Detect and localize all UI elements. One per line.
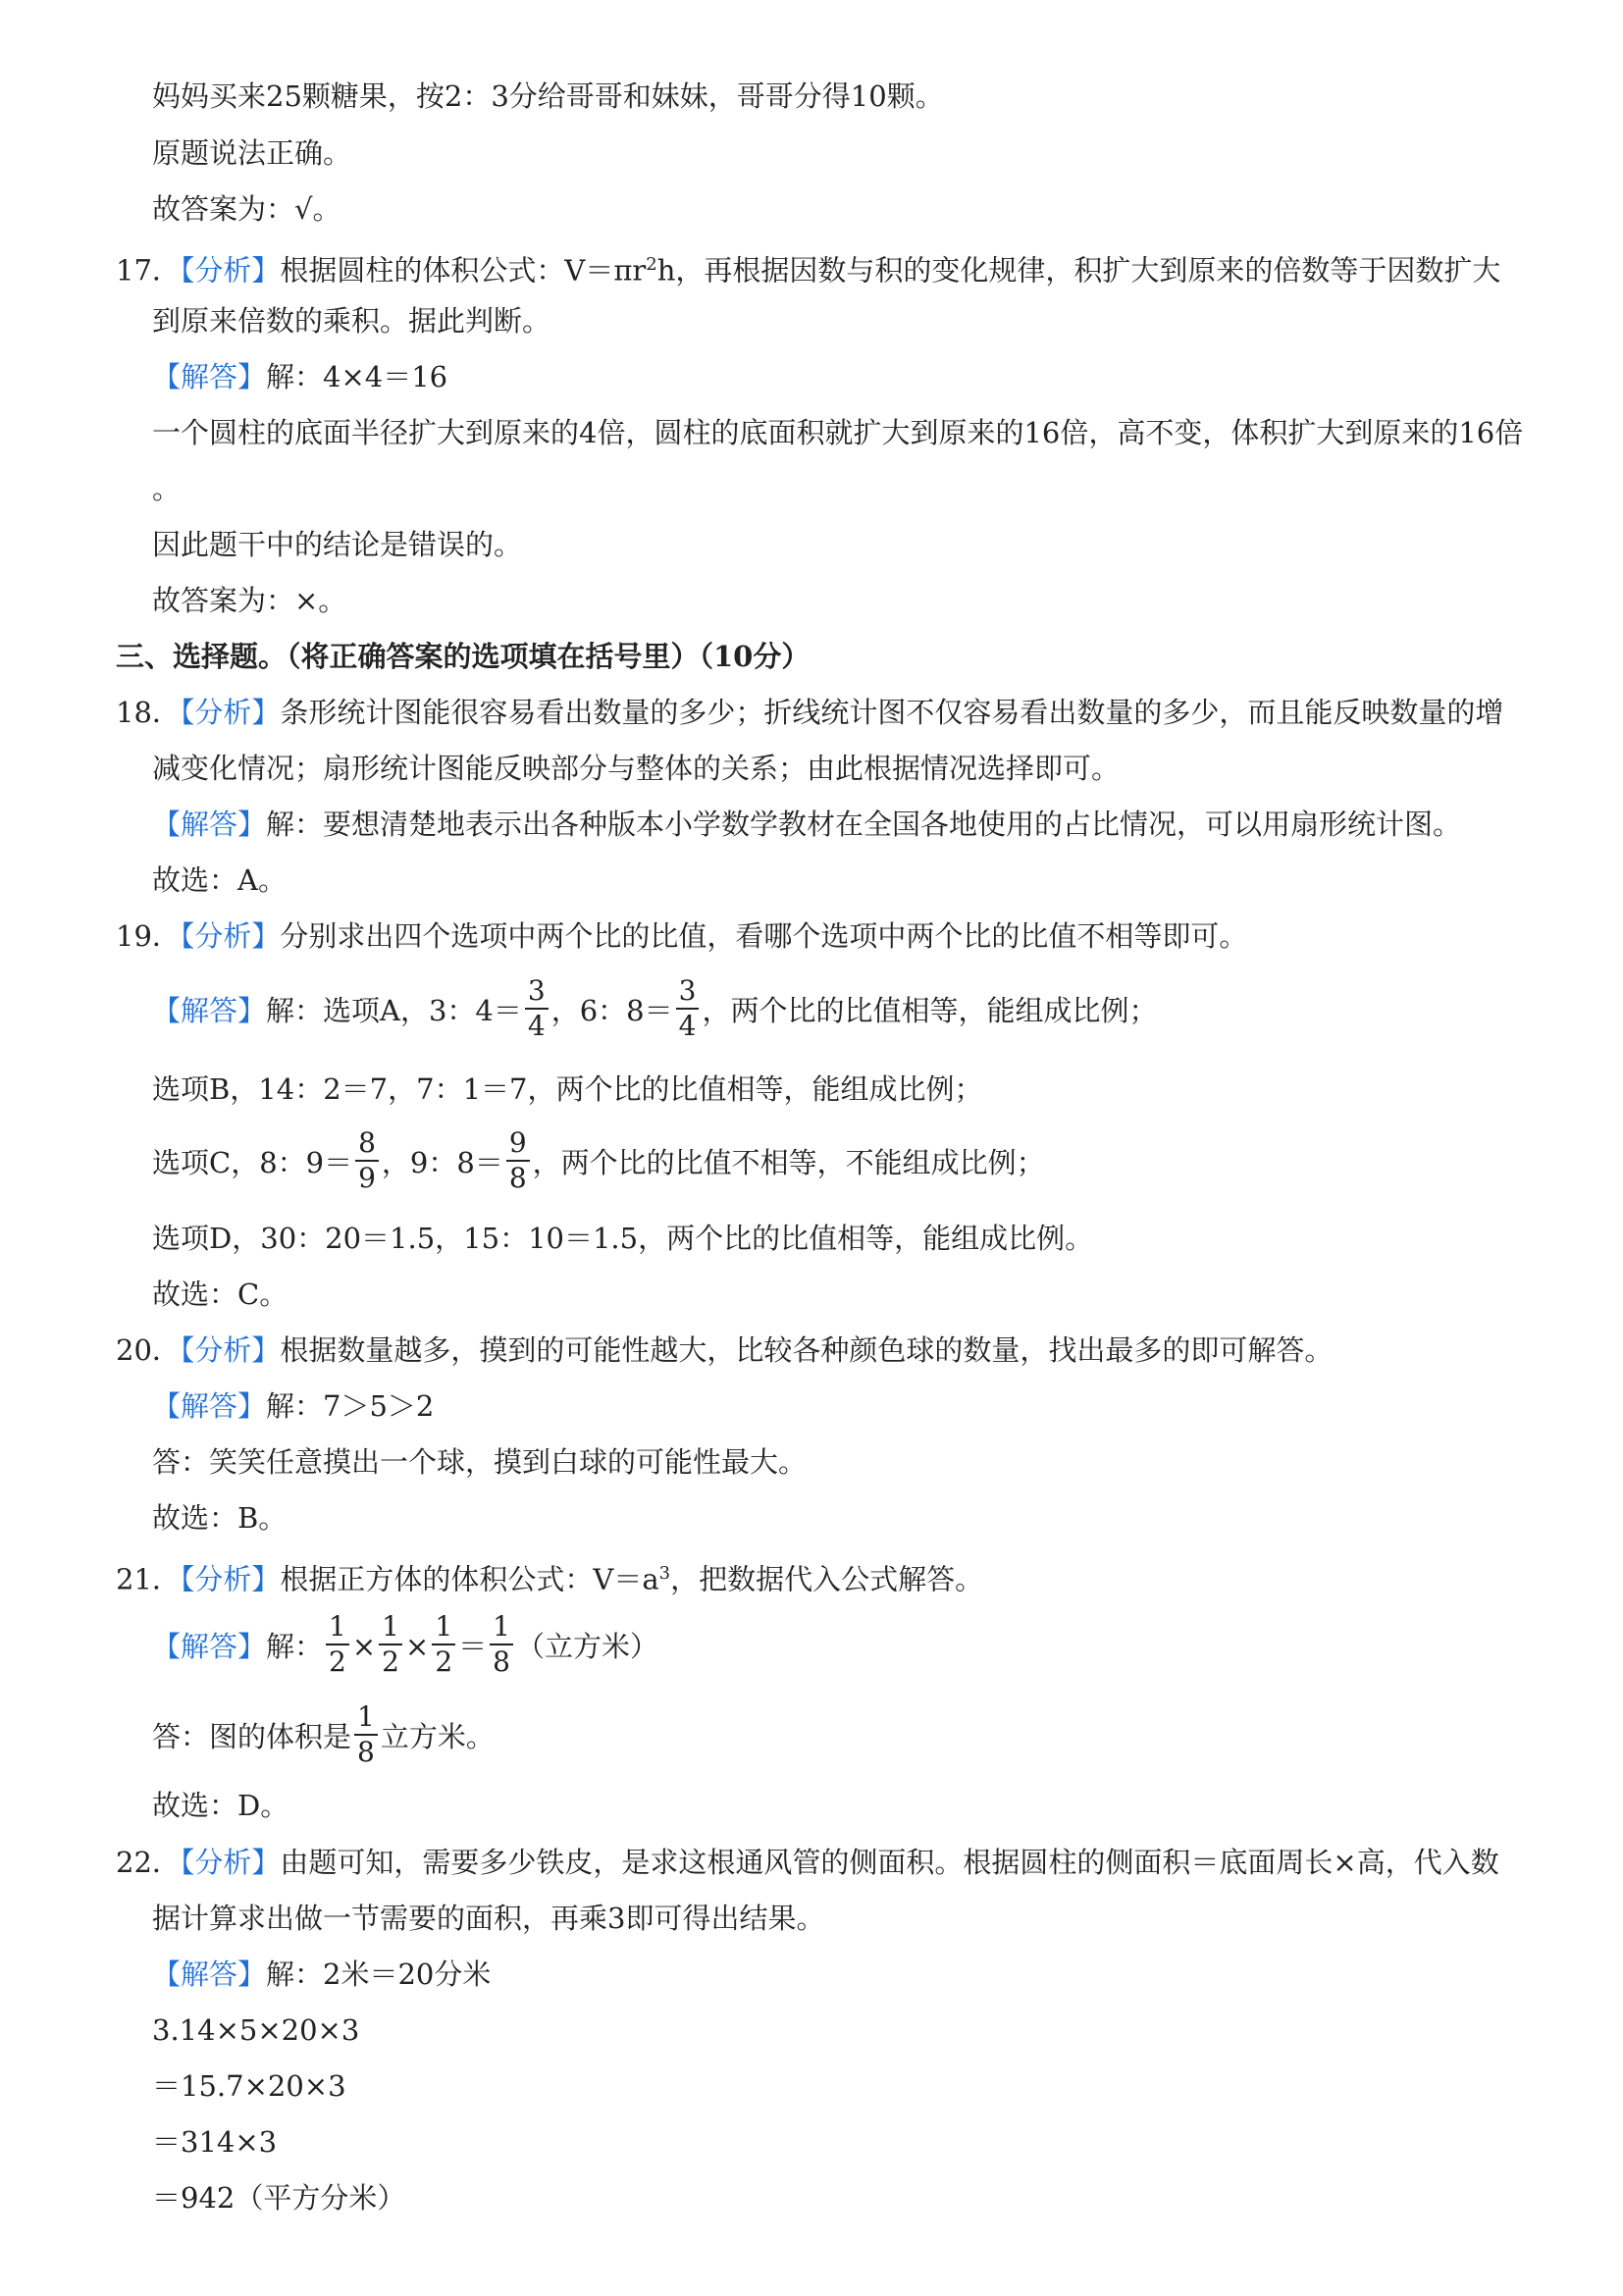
text: 答：笑笑任意摸出一个球，摸到白球的可能性最大。 <box>152 1445 808 1479</box>
text: 3.14×5×20×3 <box>152 2013 360 2047</box>
section-heading <box>116 637 810 676</box>
text-line <box>152 1442 807 1482</box>
question-number: 18． <box>116 696 181 729</box>
analysis-tag: 【分析】 <box>180 1333 281 1367</box>
denominator: 8 <box>508 1162 527 1194</box>
answer-line <box>152 581 346 620</box>
question-number: 21． <box>116 1562 181 1596</box>
calc-line <box>152 2010 359 2050</box>
text: 根据圆柱的体积公式：V＝πr <box>280 253 647 287</box>
text-line <box>152 1899 824 1938</box>
text: ，9：8＝ <box>381 1146 503 1179</box>
question-number: 19． <box>116 919 181 953</box>
fraction <box>490 1610 513 1679</box>
text: ＝15.7×20×3 <box>152 2069 346 2103</box>
text-line <box>152 301 550 340</box>
text: 根据正方体的体积公式：V＝a <box>280 1562 659 1596</box>
numerator: 1 <box>326 1610 349 1645</box>
text-line <box>152 1697 495 1776</box>
text: 减变化情况；扇形统计图能反映部分与整体的关系；由此根据情况选择即可。 <box>152 752 1121 785</box>
analysis-tag: 【分析】 <box>180 919 281 953</box>
text: 解：4×4＝16 <box>266 360 448 393</box>
text: 故选：C。 <box>152 1278 288 1311</box>
calc-line <box>152 2178 405 2218</box>
question-18-analysis <box>116 693 1503 732</box>
text: 解： <box>266 1630 324 1663</box>
text: 妈妈买来25颗糖果，按2：3分给哥哥和妹妹，哥哥分得10颗。 <box>152 79 944 113</box>
fraction <box>326 1610 349 1679</box>
solution-tag: 【解答】 <box>152 1389 267 1423</box>
operator: × <box>351 1630 377 1663</box>
analysis-tag: 【分析】 <box>180 696 281 729</box>
text: ＝942（平方分米） <box>152 2181 406 2215</box>
text: ，两个比的比值相等，能组成比例； <box>702 994 1158 1027</box>
solution-tag: 【解答】 <box>152 1630 267 1663</box>
question-19-solution <box>152 971 1157 1050</box>
text: ，把数据代入公式解答。 <box>670 1562 984 1596</box>
denominator: 2 <box>329 1645 346 1678</box>
question-17-analysis <box>116 245 1500 285</box>
text-line <box>152 413 1523 452</box>
text-line <box>152 133 351 173</box>
question-20-analysis <box>116 1331 1333 1370</box>
solution-tag: 【解答】 <box>152 1957 267 1991</box>
operator: × <box>405 1630 430 1663</box>
text-line <box>152 525 522 564</box>
text: 解：2米＝20分米 <box>266 1957 492 1991</box>
question-21-analysis <box>116 1554 984 1596</box>
text: ，两个比的比值不相等，不能组成比例； <box>532 1146 1045 1179</box>
solution-tag: 【解答】 <box>152 808 267 841</box>
numerator: 8 <box>355 1126 379 1162</box>
fraction <box>379 1610 402 1679</box>
question-number: 20． <box>116 1333 181 1367</box>
text-line <box>152 1219 1093 1258</box>
text: 条形统计图能很容易看出数量的多少；折线统计图不仅容易看出数量的多少，而且能反映数量的增 <box>280 696 1504 729</box>
fraction <box>355 1126 379 1195</box>
text: 故答案为：×。 <box>152 584 347 617</box>
denominator: 9 <box>358 1162 376 1194</box>
text: 立方米。 <box>380 1720 495 1753</box>
fraction <box>525 974 549 1043</box>
text: 原题说法正确。 <box>152 136 352 170</box>
question-number: 17． <box>116 253 181 287</box>
fraction <box>506 1126 530 1195</box>
question-22-analysis <box>116 1843 1499 1882</box>
fraction <box>432 1610 455 1679</box>
solution-tag: 【解答】 <box>152 360 267 393</box>
question-20-solution <box>152 1386 434 1426</box>
answer-line <box>152 1786 288 1825</box>
superscript: 2 <box>646 254 657 275</box>
question-17-solution <box>152 357 447 396</box>
text: 据计算求出做一节需要的面积，再乘3即可得出结果。 <box>152 1902 825 1935</box>
operator: ＝ <box>458 1630 488 1663</box>
denominator: 4 <box>527 1010 546 1042</box>
text: 到原来倍数的乘积。据此判断。 <box>152 304 551 338</box>
unit: （立方米） <box>515 1630 658 1663</box>
text: 根据数量越多，摸到的可能性越大，比较各种颜色球的数量，找出最多的即可解答。 <box>280 1333 1334 1367</box>
solution-tag: 【解答】 <box>152 994 267 1027</box>
calc-line <box>152 2122 277 2162</box>
numerator: 1 <box>490 1610 513 1645</box>
section-title: 三、选择题。（将正确答案的选项填在括号里）（10分） <box>116 640 811 673</box>
analysis-tag: 【分析】 <box>180 1846 281 1879</box>
calc-line <box>152 2066 346 2106</box>
numerator: 3 <box>525 974 549 1010</box>
answer-line <box>152 1275 288 1314</box>
numerator: 3 <box>676 974 700 1010</box>
denominator: 2 <box>382 1645 399 1678</box>
text: 解：7＞5＞2 <box>266 1389 435 1423</box>
numerator: 1 <box>354 1700 378 1736</box>
text-line <box>152 469 181 508</box>
fraction <box>354 1700 378 1769</box>
numerator: 1 <box>379 1610 402 1645</box>
text: 一个圆柱的底面半径扩大到原来的4倍，圆柱的底面积就扩大到原来的16倍，高不变，体积扩大到原来的16倍 <box>152 416 1524 449</box>
denominator: 8 <box>493 1645 510 1678</box>
text: 故选：A。 <box>152 863 287 897</box>
text: 故答案为：√。 <box>152 192 341 226</box>
text: 选项C，8：9＝ <box>152 1146 353 1179</box>
text: 故选：D。 <box>152 1789 289 1822</box>
denominator: 8 <box>357 1736 375 1768</box>
question-18-solution <box>152 805 1461 844</box>
numerator: 9 <box>506 1126 530 1162</box>
text: h，再根据因数与积的变化规律，积扩大到原来的倍数等于因数扩大 <box>656 253 1501 287</box>
text: 选项B，14：2＝7，7：1＝7，两个比的比值相等，能组成比例； <box>152 1072 983 1106</box>
text: 。 <box>152 472 182 505</box>
analysis-tag: 【分析】 <box>180 1562 281 1596</box>
text: 因此题干中的结论是错误的。 <box>152 528 523 561</box>
answer-line <box>152 189 340 229</box>
text-line <box>152 749 1120 788</box>
text: 解：选项A，3：4＝ <box>266 994 522 1027</box>
answer-line <box>152 861 287 900</box>
text: 选项D，30：20＝1.5，15：10＝1.5，两个比的比值相等，能组成比例。 <box>152 1222 1094 1255</box>
text: 由题可知，需要多少铁皮，是求这根通风管的侧面积。根据圆柱的侧面积＝底面周长×高，代入数 <box>280 1846 1499 1879</box>
analysis-tag: 【分析】 <box>180 253 281 287</box>
answer-line <box>152 1498 287 1538</box>
text: 解：要想清楚地表示出各种版本小学数学教材在全国各地使用的占比情况，可以用扇形统计图。 <box>266 808 1462 841</box>
text-line <box>152 77 944 116</box>
question-19-analysis <box>116 916 1247 956</box>
text-line <box>152 1123 1045 1202</box>
text: ＝314×3 <box>152 2125 278 2159</box>
question-21-solution <box>152 1607 658 1686</box>
text: 故选：B。 <box>152 1501 288 1535</box>
denominator: 2 <box>435 1645 453 1678</box>
text-line <box>152 1070 982 1109</box>
superscript: 3 <box>658 1563 671 1584</box>
fraction <box>676 974 700 1043</box>
text: 答：图的体积是 <box>152 1720 352 1753</box>
numerator: 1 <box>432 1610 455 1645</box>
denominator: 4 <box>678 1010 697 1042</box>
text: ，6：8＝ <box>550 994 673 1027</box>
question-number: 22． <box>116 1846 181 1879</box>
question-22-solution <box>152 1955 491 1994</box>
text: 分别求出四个选项中两个比的比值，看哪个选项中两个比的比值不相等即可。 <box>280 919 1248 953</box>
